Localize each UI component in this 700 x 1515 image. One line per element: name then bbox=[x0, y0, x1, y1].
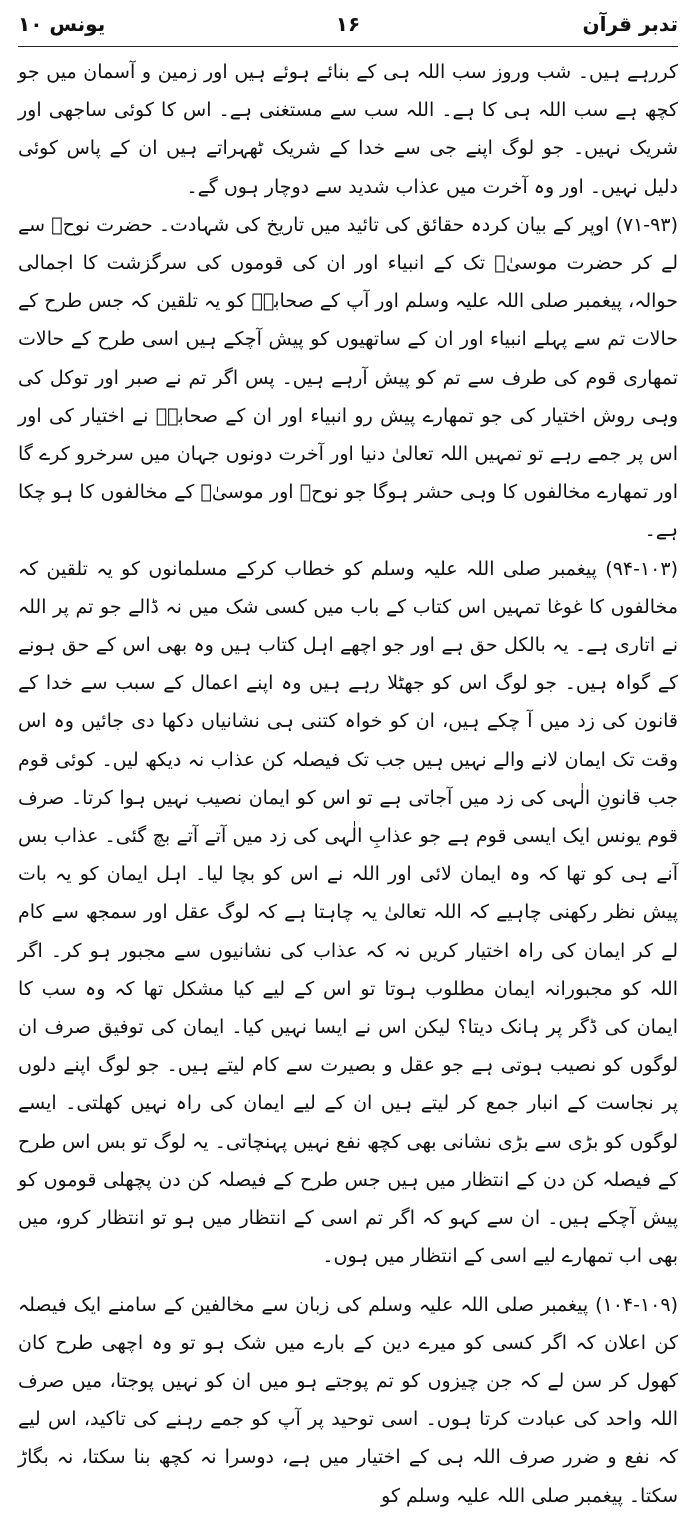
paragraph-104-109: (۱۰۴-۱۰۹) پیغمبر صلی اللہ علیہ وسلم کی زبان سے مخالفین کے سامنے ایک فیصلہ کن اعلان کہ اگر کسی کو میرے دین کے بارے میں شک ہو تو وہ اچھی طرح کان کھول کر سن لے کہ جن چیزوں کو تم پوجتے ہو میں ان کو نہیں پوجتا، میں صرف اللہ واحد کی عبادت کرتا ہوں۔ اسی توحید پر آپ کو جمے رہنے کی تاکید، اس لیے کہ نفع و ضرر صرف اللہ ہی کے اختیار میں ہے، دوسرا نہ کچھ بنا سکتا، نہ بگاڑ سکتا۔ پیغمبر صلی اللہ علیہ وسلم کو bbox=[18, 1293, 678, 1507]
paragraph-intro: کررہے ہیں۔ شب وروز سب اللہ ہی کے بنائے ہوئے ہیں اور زمین و آسمان میں جو کچھ ہے سب اللہ ہی کا ہے۔ اللہ سب سے مستغنی ہے۔ اس کا کوئی ساجھی اور شریک نہیں۔ جو لوگ اپنے جی سے خدا کے شریک ٹھہراتے ہیں ان کے پاس کوئی دلیل نہیں۔ اور وہ آخرت میں عذاب شدید سے دوچار ہوں گے۔ bbox=[18, 61, 678, 198]
book-title: تدبر قرآن bbox=[582, 12, 678, 36]
chapter-label: یونس ۱۰ bbox=[18, 12, 106, 36]
running-header bbox=[18, 0, 678, 47]
text-body bbox=[18, 47, 678, 1515]
paragraph-94-103: (۹۴-۱۰۳) پیغمبر صلی اللہ علیہ وسلم کو خطاب کرکے مسلمانوں کو یہ تلقین کہ مخالفوں کا غوغا تمہیں اس کتاب کے باب میں کسی شک میں نہ ڈالے جو تم پر اللہ نے اتاری ہے۔ یہ بالکل حق ہے اور جو اچھے اہل کتاب ہیں وہ بھی اس کے حق ہونے کے گواہ ہیں۔ جو لوگ اس کو جھٹلا رہے ہیں وہ اپنے اعمال کے سبب سے خدا کے قانون کی زد میں آ چکے ہیں، ان کو خواہ کتنی ہی نشانیاں دکھا دی جائیں وہ اس وقت تک ایمان لانے والے نہیں ہیں جب تک فیصلہ کن عذاب نہ دیکھ لیں۔ کوئی قوم جب قانونِ الٰہی کی زد میں آجاتی ہے تو اس کو ایمان نصیب نہیں ہوا کرتا۔ صرف قوم یونس ایک ایسی قوم ہے جو عذابِ الٰہی کی زد میں آتے آتے بچ گئی۔ عذاب بس آنے ہی کو تھا کہ وہ ایمان لائی اور اللہ نے اس کو بچا لیا۔ اہل ایمان کو یہ بات پیش نظر رکھنی چاہیے کہ اللہ تعالیٰ یہ چاہتا ہے کہ لوگ عقل اور سمجھ سے کام لے کر ایمان کی راہ اختیار کریں نہ کہ عذاب کی نشانیوں سے مجبور ہو کر۔ اگر اللہ کو مجبورانہ ایمان مطلوب ہوتا تو اس کے لیے کیا مشکل تھا کہ وہ سب کا ایمان کی ڈگر پر ہانک دیتا؟ لیکن اس نے ایسا نہیں کیا۔ ایمان کی توفیق صرف ان لوگوں کو نصیب ہوتی ہے جو عقل و بصیرت سے کام لیتے ہیں۔ جو لوگ اپنے دلوں پر نجاست کے انبار جمع کر لیتے ہیں ان کے لیے ایمان کی راہ نہیں کھلتی۔ ایسے لوگوں کو بڑی سے بڑی نشانی بھی کچھ نفع نہیں پہنچاتی۔ یہ لوگ تو بس اس طرح کے فیصلہ کن دن کے انتظار میں ہیں جس طرح کے فیصلہ کن دن پچھلی قوموں کو پیش آچکے ہیں۔ ان سے کہو کہ اگر تم اسی کے انتظار میں ہو تو انتظار کرو، میں بھی اب تمھارے لیے اسی کے انتظار میں ہوں۔ bbox=[18, 557, 678, 1268]
page-number: ۱۶ bbox=[335, 12, 361, 36]
paragraph-71-93: (۷۱-۹۳) اوپر کے بیان کردہ حقائق کی تائید میں تاریخ کی شہادت۔ حضرت نوحؑ سے لے کر حضرت موسیٰؑ تک کے انبیاء اور ان کی قوموں کی سرگزشت کا اجمالی حوالہ، پیغمبر صلی اللہ علیہ وسلم اور آپ کے صحابہؓ کو یہ تلقین کہ جس طرح کے حالات تم سے پہلے انبیاء اور ان کے ساتھیوں کو پیش آچکے ہیں اسی طرح کے حالات تمھاری قوم کی طرف سے تم کو پیش آرہے ہیں۔ پس اگر تم نے صبر اور توکل کی وہی روش اختیار کی جو تمھارے پیش رو انبیاء اور ان کے صحابہؓ نے اختیار کی اور اس پر جمے رہے تو تمہیں اللہ تعالیٰ دنیا اور آخرت دونوں جہان میں سرخرو کرے گا اور تمھارے مخالفوں کا وہی حشر ہوگا جو نوحؑ اور موسیٰؑ کے مخالفوں کا ہو چکا ہے۔ bbox=[18, 213, 678, 542]
